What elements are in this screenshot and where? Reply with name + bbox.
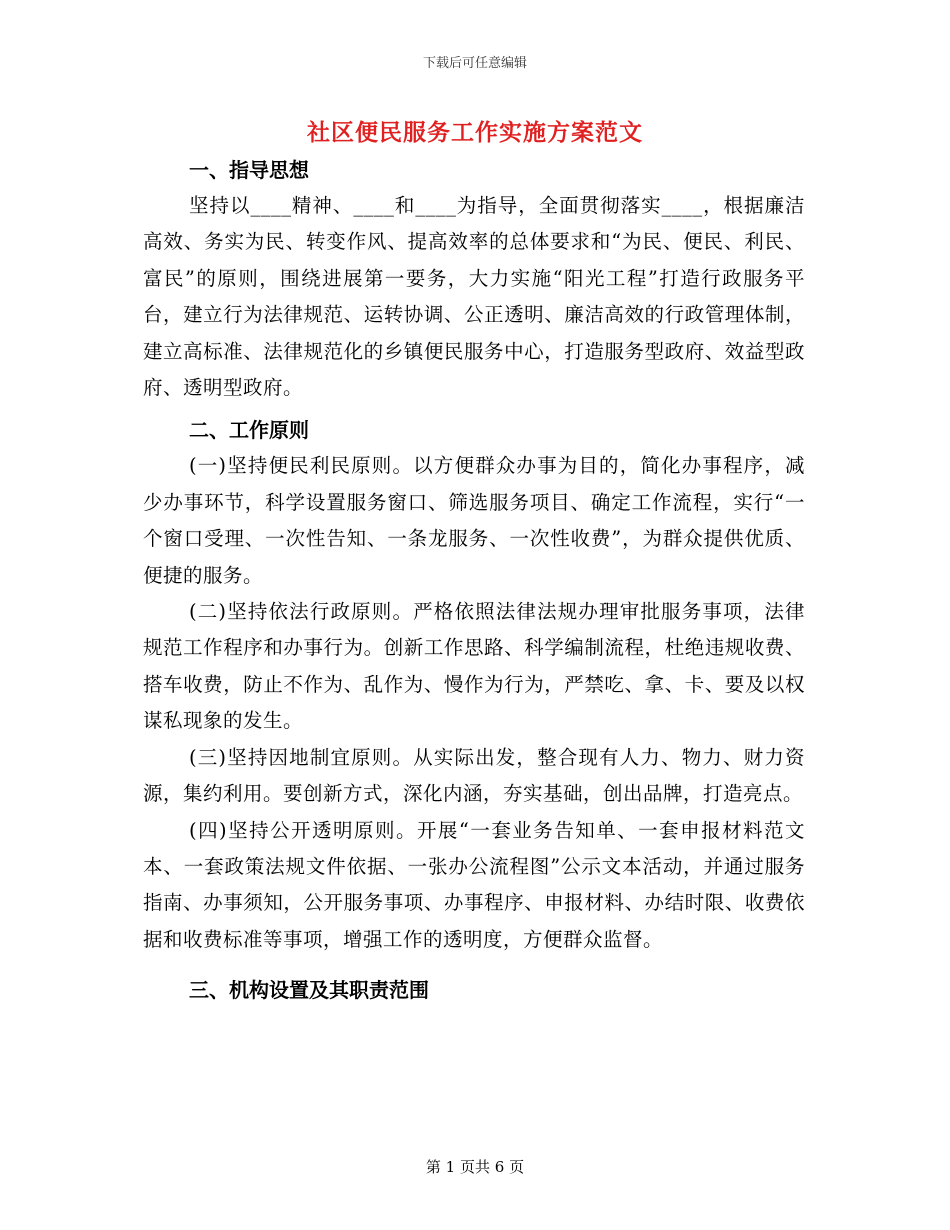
section-heading-organization: 三、机构设置及其职责范围 bbox=[189, 978, 429, 1003]
document-body bbox=[143, 152, 805, 1008]
section-heading-guiding-ideology: 一、指导思想 bbox=[189, 158, 309, 182]
page-number: 第 1 页共 6 页 bbox=[425, 1158, 525, 1176]
paragraph-guiding-ideology: 坚持以____精神、____和____为指导，全面贯彻落实____，根据廉洁高效、务实为民、转变作风、提高效率的总体要求和“为民、便民、利民、富民”的原则，围绕进展第一要务，大力实施“阳光工程”打造行政服务平台，建立行为法律规范、运转协调、公正透明、廉洁高效的行政管理体制，建立高标准、法律规范化的乡镇便民服务中心，打造服务型政府、效益型政府、透明型政府。 bbox=[143, 194, 805, 400]
section-heading-work-principles: 二、工作原则 bbox=[189, 418, 309, 443]
paragraph-principle-3: (三)坚持因地制宜原则。从实际出发，整合现有人力、物力、财力资源，集约利用。要创新方式，深化内涵，夯实基础，创出品牌，打造亮点。 bbox=[143, 745, 805, 806]
paragraph-principle-2: (二)坚持依法行政原则。严格依照法律法规办理审批服务事项，法律规范工作程序和办事行为。创新工作思路、科学编制流程，杜绝违规收费、搭车收费，防止不作为、乱作为、慢作为行为，严禁吃、拿、卡、要及以权谋私现象的发生。 bbox=[143, 600, 805, 733]
header-note: 下载后可任意编辑 bbox=[422, 56, 527, 71]
paragraph-principle-4: (四)坚持公开透明原则。开展“一套业务告知单、一套申报材料范文本、一套政策法规文件依据、一张办公流程图”公示文本活动，并通过服务指南、办事须知，公开服务事项、办事程序、申报材料、办结时限、收费依据和收费标准等事项，增强工作的透明度，方便群众监督。 bbox=[143, 818, 805, 951]
document-title: 社区便民服务工作实施方案范文 bbox=[307, 119, 643, 146]
paragraph-principle-1: (一)坚持便民利民原则。以方便群众办事为目的，简化办事程序，减少办事环节，科学设置服务窗口、筛选服务项目、确定工作流程，实行“一个窗口受理、一次性告知、一条龙服务、一次性收费”，为群众提供优质、便捷的服务。 bbox=[143, 454, 805, 587]
